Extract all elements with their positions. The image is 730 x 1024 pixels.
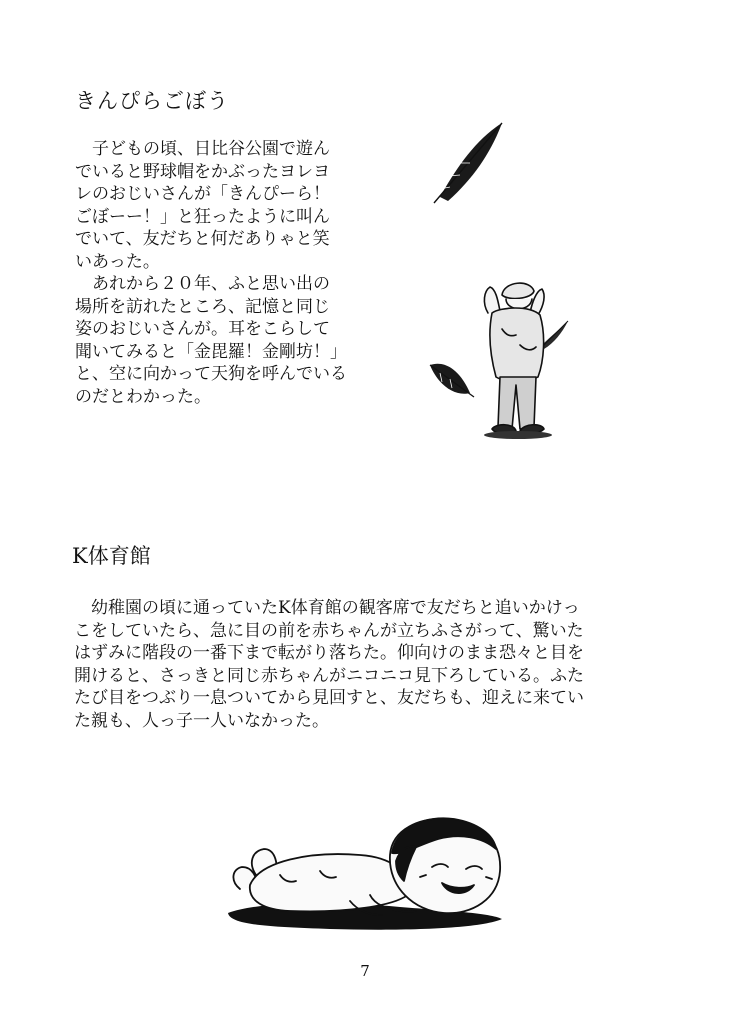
body-line: 場所を訪れたところ、記憶と同じ	[75, 296, 330, 317]
baby-illustration	[220, 815, 520, 935]
section-title-k-gym: K体育館	[72, 544, 151, 568]
section-title-kinpira-gobo: きんぴらごぼう	[75, 89, 229, 113]
body-line: こをしていたら、急に目の前を赤ちゃんが立ちふさがって、驚いた	[74, 620, 584, 641]
shadow	[484, 431, 552, 439]
body-line: あれから２０年、ふと思い出の	[75, 274, 330, 294]
body-line: でいると野球帽をかぶったヨレヨ	[75, 161, 330, 182]
body-line: たび目をつぶり一息ついてから見回すと、友だちも、迎えに来てい	[74, 688, 584, 708]
section-body-kinpira-gobo	[75, 138, 375, 408]
body-line: 聞いてみると「金毘羅！金剛坊！」	[75, 341, 347, 362]
body-line: いあった。	[75, 251, 160, 272]
body-line: た親も、人っ子一人いなかった。	[74, 710, 329, 731]
feather-icon	[434, 123, 502, 203]
body-line: でいて、友だちと何だありゃと笑	[75, 229, 330, 249]
old-man-figure	[484, 283, 544, 434]
body-line: 姿のおじいさんが。耳をこらして	[75, 319, 330, 339]
feather-icon	[430, 364, 474, 397]
body-line: 子どもの頃、日比谷公園で遊ん	[75, 139, 330, 159]
body-line: ごぼーー！」と狂ったように叫ん	[75, 206, 330, 227]
page-number: 7	[360, 962, 370, 980]
body-line: 幼稚園の頃に通っていたK体育館の観客席で友だちと追いかけっ	[74, 598, 580, 618]
body-line: レのおじいさんが「きんぴーら！	[75, 184, 330, 204]
body-line: はずみに階段の一番下まで転がり落ちた。仰向けのまま恐々と目を	[74, 643, 584, 663]
section-body-k-gym	[74, 597, 664, 732]
baby-figure	[233, 818, 500, 915]
body-line: と、空に向かって天狗を呼んでいる	[75, 364, 347, 384]
body-line: のだとわかった。	[75, 386, 211, 407]
old-man-illustration	[420, 115, 580, 455]
body-line: 開けると、さっきと同じ赤ちゃんがニコニコ見下ろしている。ふた	[74, 665, 584, 686]
